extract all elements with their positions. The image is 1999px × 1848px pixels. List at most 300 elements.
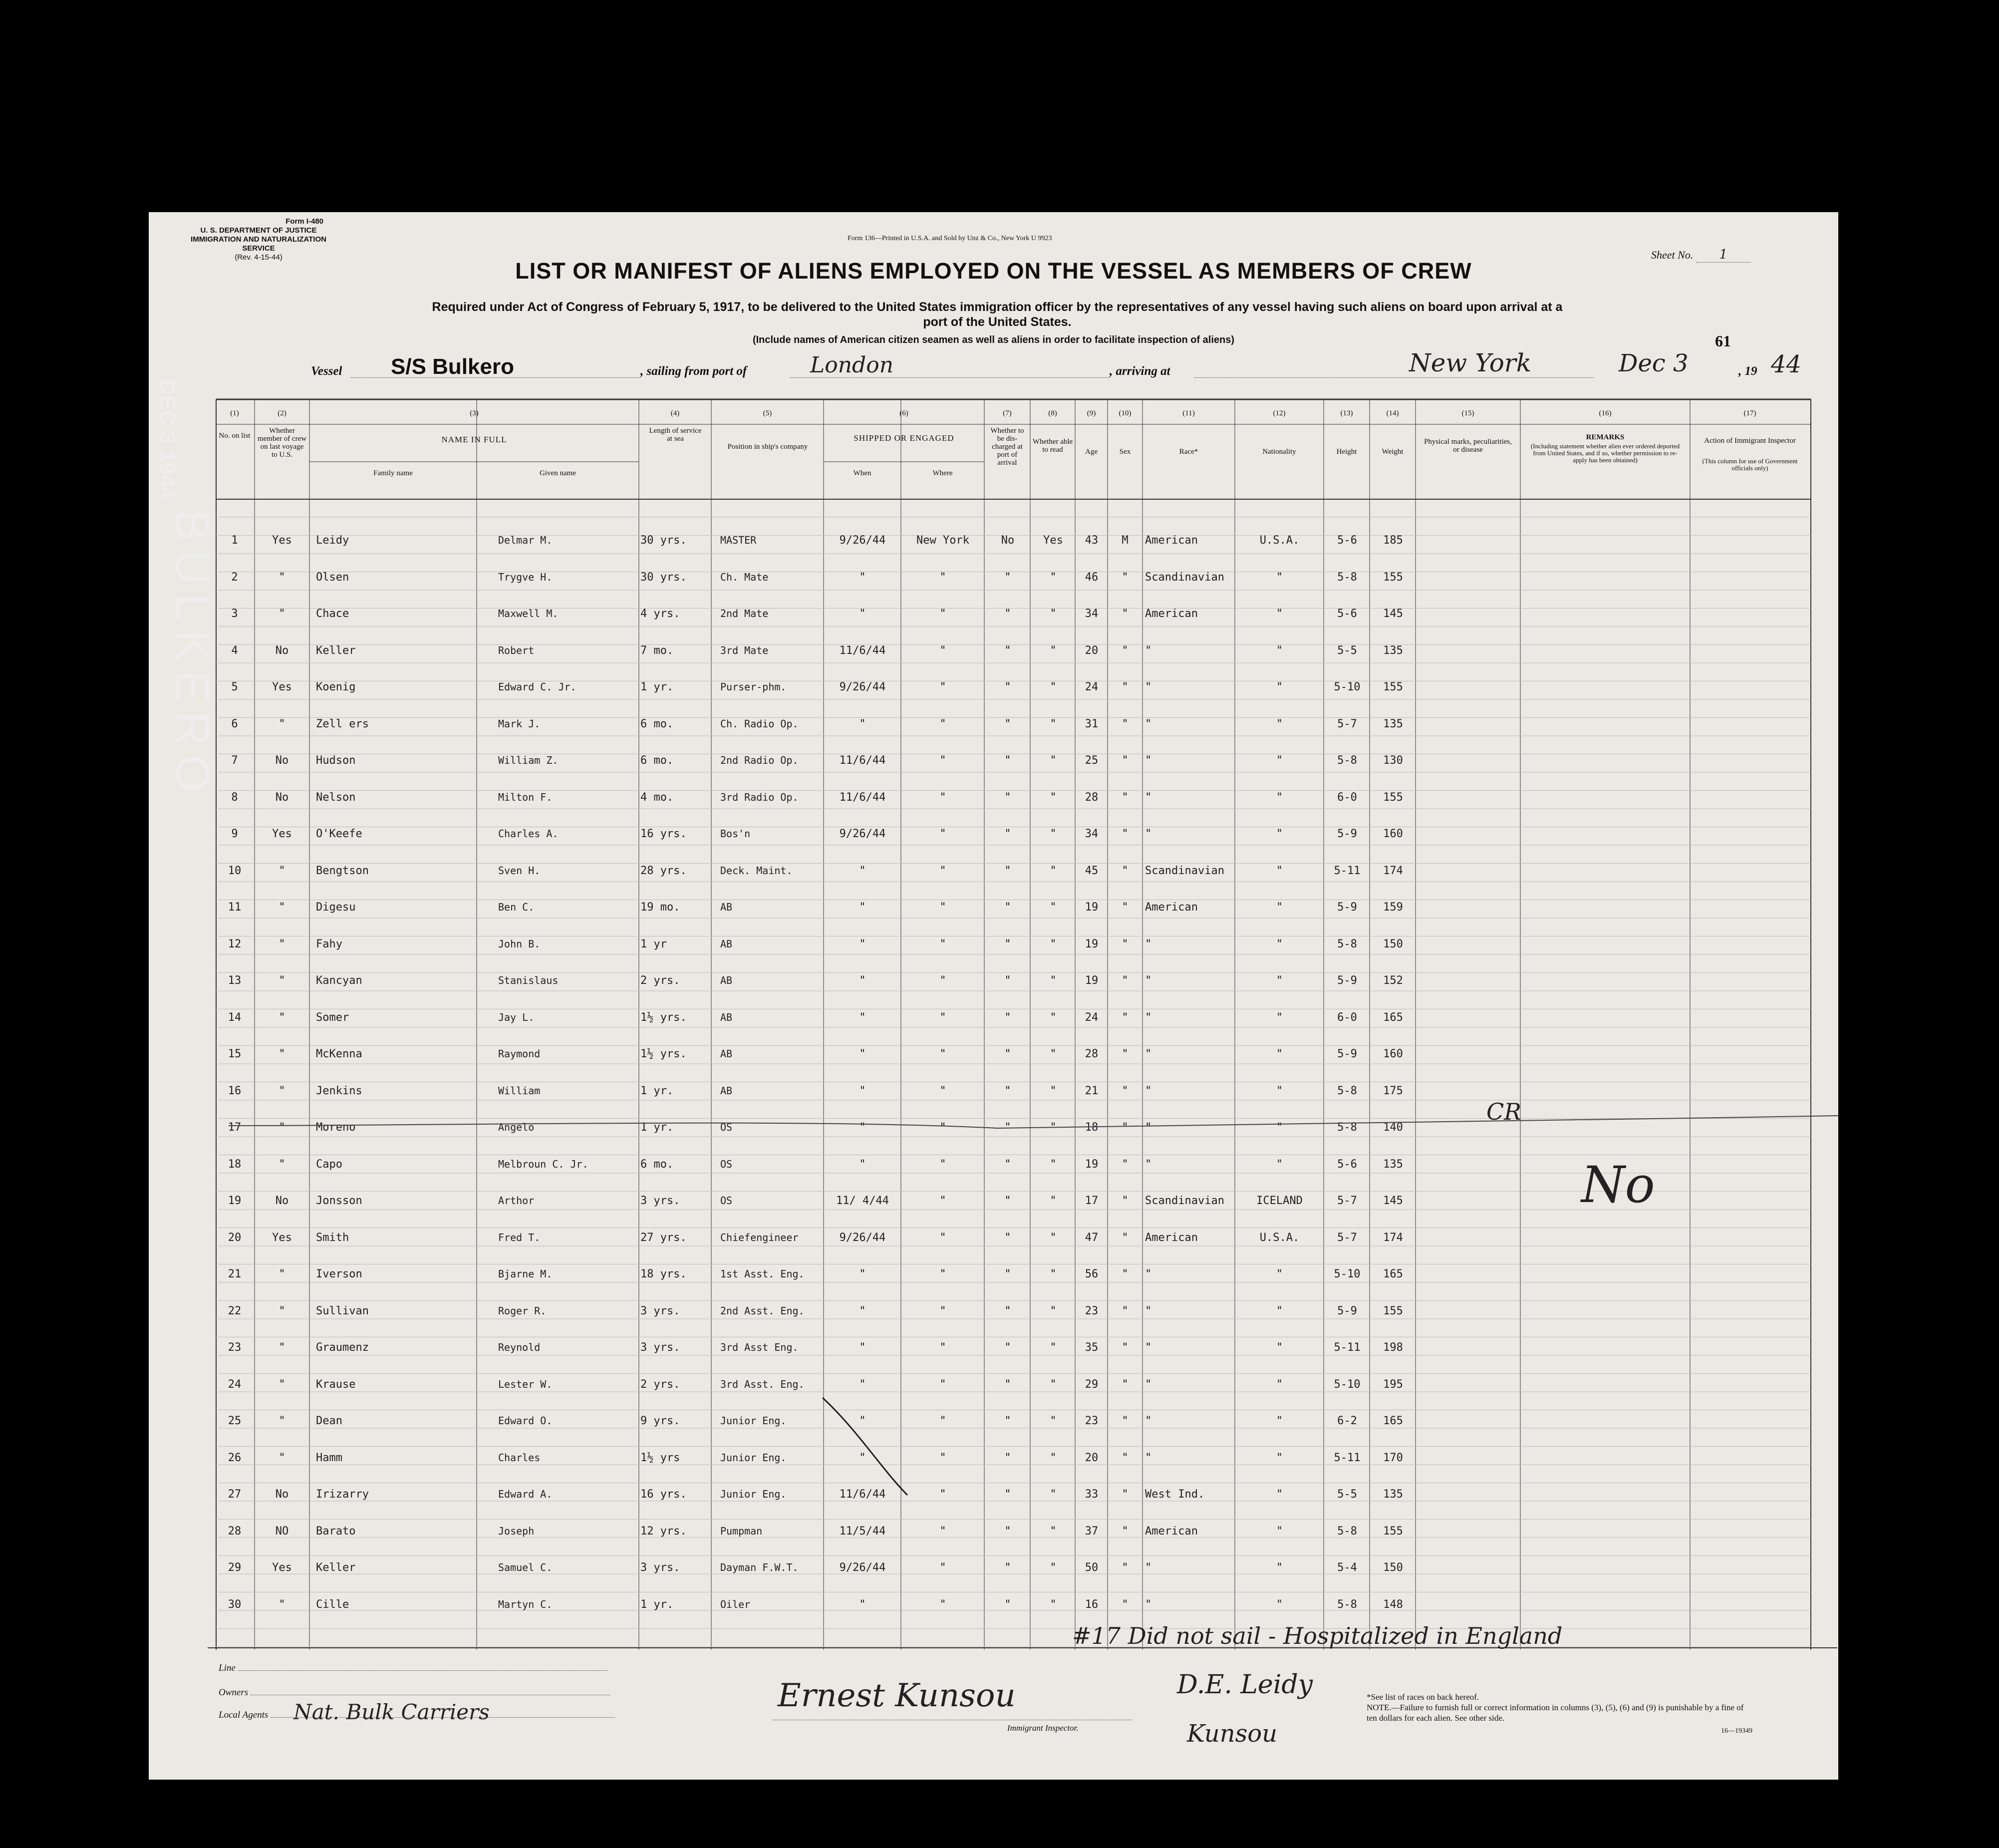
cell-where: " [939, 1268, 946, 1280]
cell-no: 30 [228, 1598, 242, 1611]
cell-disch: " [1004, 681, 1011, 693]
cell-member: " [279, 1415, 286, 1427]
cell-no: 4 [231, 644, 238, 657]
cell-disch: " [1004, 1598, 1011, 1611]
cell-race: American [1145, 1231, 1198, 1244]
line-label: Line [219, 1663, 236, 1673]
cell-sex: " [1122, 1231, 1129, 1244]
cell-height: 5-11 [1334, 1341, 1361, 1354]
cell-service: 30 yrs. [640, 534, 687, 547]
col-num-15: (15) [1461, 409, 1474, 417]
cell-member: No [275, 644, 289, 657]
cell-service: 1 yr. [640, 1598, 674, 1611]
cell-service: 6 mo. [640, 754, 674, 767]
cell-race: " [1145, 1084, 1152, 1097]
col-num-7: (7) [1003, 409, 1012, 417]
cell-where: " [939, 1048, 946, 1060]
cell-sex: " [1122, 571, 1129, 584]
cell-position: AB [720, 1011, 733, 1023]
cell-no: 16 [228, 1084, 242, 1097]
cell-family: Cille [316, 1598, 349, 1611]
cell-weight: 159 [1383, 901, 1403, 914]
cell-nat: " [1276, 1415, 1283, 1427]
header-able-read: Whether able to read [1032, 438, 1073, 454]
cell-nat: " [1276, 1158, 1283, 1171]
cell-height: 5-10 [1334, 681, 1361, 693]
cell-read: " [1050, 1158, 1057, 1171]
cell-sex: " [1122, 1415, 1129, 1427]
cell-read: " [1050, 1415, 1057, 1427]
cell-height: 5-7 [1337, 1231, 1357, 1244]
cell-height: 5-6 [1337, 534, 1357, 547]
vessel-label: Vessel [311, 364, 342, 378]
cell-read: " [1050, 901, 1057, 914]
cell-given: Jay L. [498, 1011, 535, 1023]
cell-when: 9/26/44 [839, 681, 886, 693]
cell-service: 9 yrs. [640, 1415, 680, 1427]
cell-race: " [1145, 1598, 1152, 1611]
cell-race: American [1145, 608, 1198, 620]
cell-race: " [1145, 754, 1152, 767]
cell-position: AB [720, 974, 733, 986]
cell-age: 28 [1085, 1048, 1099, 1060]
cell-age: 19 [1085, 974, 1099, 987]
cell-member: No [275, 791, 289, 804]
cell-read: " [1050, 974, 1057, 987]
cell-read: " [1050, 791, 1057, 804]
cell-where: " [939, 1525, 946, 1538]
cell-nat: " [1276, 974, 1283, 987]
header-given-name: Given name [540, 469, 576, 477]
cell-sex: " [1122, 644, 1129, 657]
cell-height: 5-7 [1337, 1195, 1357, 1207]
cell-disch: " [1004, 1341, 1011, 1354]
cell-weight: 195 [1383, 1378, 1403, 1391]
cell-service: 3 yrs. [640, 1195, 680, 1207]
cell-age: 45 [1085, 864, 1099, 877]
cell-age: 19 [1085, 1158, 1099, 1171]
cell-race: " [1145, 1121, 1152, 1134]
penalty-note: NOTE.—Failure to furnish full or correct information in columns (3), (5), (6) and (9) is punishable by a fine of ten dollars for each alien. See other side. [1367, 1703, 1744, 1723]
cell-when: 9/26/44 [839, 1561, 886, 1574]
cell-given: Melbroun C. Jr. [498, 1158, 588, 1170]
cell-height: 5-5 [1337, 1488, 1357, 1501]
cell-race: " [1145, 1415, 1152, 1427]
cell-no: 12 [228, 937, 242, 950]
cell-sex: " [1122, 1304, 1129, 1317]
cell-no: 11 [228, 901, 242, 914]
cell-when: " [859, 1451, 866, 1464]
cell-position: Junior Eng. [720, 1415, 787, 1427]
revision: (Rev. 4-15-44) [235, 253, 283, 262]
cell-when: " [859, 717, 866, 730]
cell-given: Edward C. Jr. [498, 681, 576, 693]
cell-sex: " [1122, 828, 1129, 840]
cell-when: " [859, 571, 866, 584]
cell-member: Yes [272, 828, 292, 840]
cell-height: 5-8 [1337, 754, 1357, 767]
cell-nat: " [1276, 1378, 1283, 1391]
cell-weight: 175 [1383, 1084, 1403, 1097]
cell-weight: 170 [1383, 1451, 1403, 1464]
cell-nat: " [1276, 1488, 1283, 1501]
cell-family: Hudson [316, 754, 356, 767]
cell-no: 22 [228, 1304, 242, 1317]
cell-given: Stanislaus [498, 974, 559, 986]
cell-disch: " [1004, 828, 1011, 840]
cell-age: 24 [1085, 681, 1099, 693]
cell-where: " [939, 1598, 946, 1611]
cell-nat: " [1276, 791, 1283, 804]
cell-nat: " [1276, 754, 1283, 767]
cell-race: " [1145, 1011, 1152, 1024]
cell-where: " [939, 1378, 946, 1391]
cell-position: 2nd Radio Op. [720, 754, 799, 766]
cell-service: 1½ yrs. [640, 1011, 687, 1024]
cell-no: 6 [231, 717, 238, 730]
cell-position: 3rd Radio Op. [720, 791, 799, 803]
cell-family: Barato [316, 1525, 356, 1538]
cell-given: William Z. [498, 754, 559, 766]
cell-given: Bjarne M. [498, 1268, 553, 1280]
cell-read: " [1050, 571, 1057, 584]
cell-weight: 145 [1383, 608, 1403, 620]
cell-race: " [1145, 1048, 1152, 1060]
header-age: Age [1085, 448, 1098, 456]
cell-nat: " [1276, 717, 1283, 730]
header-when: When [853, 469, 871, 477]
cell-disch: " [1004, 644, 1011, 657]
cell-family: Keller [316, 1561, 356, 1574]
cell-sex: " [1122, 791, 1129, 804]
cell-position: AB [720, 1048, 733, 1060]
cell-read: " [1050, 937, 1057, 950]
cell-weight: 135 [1383, 717, 1403, 730]
cell-sex: M [1122, 534, 1129, 547]
cell-weight: 160 [1383, 1048, 1403, 1060]
cell-service: 3 yrs. [640, 1304, 680, 1317]
header-height: Height [1336, 448, 1357, 456]
header-weight: Weight [1382, 448, 1404, 456]
cell-disch: " [1004, 1488, 1011, 1501]
cell-given: Raymond [498, 1048, 541, 1060]
col-num-12: (12) [1273, 409, 1286, 417]
cell-member: " [279, 1598, 286, 1611]
cell-age: 34 [1085, 828, 1099, 840]
cell-service: 27 yrs. [640, 1231, 687, 1244]
cell-read: " [1050, 1451, 1057, 1464]
cell-nat: ICELAND [1256, 1195, 1303, 1207]
page-number: 61 [1715, 332, 1731, 350]
cell-sex: " [1122, 901, 1129, 914]
agents-signature: Nat. Bulk Carriers [293, 1700, 490, 1724]
cell-no: 9 [231, 828, 238, 840]
cell-race: " [1145, 937, 1152, 950]
agents-label: Local Agents [219, 1710, 269, 1720]
col-num-2: (2) [278, 409, 286, 417]
header-remarks-sub: (Including statement whether alien ever ordered deported from United States, and if so, whether permission to re-apply has been obtained) [1530, 442, 1680, 464]
cell-race: Scandinavian [1145, 864, 1224, 877]
arrival-date: Dec 3 [1619, 349, 1689, 377]
cell-no: 8 [231, 791, 238, 804]
cell-where: " [939, 1231, 946, 1244]
cell-where: New York [916, 534, 969, 547]
cell-weight: 148 [1383, 1598, 1403, 1611]
form-code: 16—19349 [1721, 1727, 1752, 1735]
cell-disch: " [1004, 608, 1011, 620]
cell-read: " [1050, 754, 1057, 767]
cell-height: 5-8 [1337, 1598, 1357, 1611]
cell-race: " [1145, 1451, 1152, 1464]
cell-race: " [1145, 717, 1152, 730]
cell-no: 18 [228, 1158, 242, 1171]
cell-height: 6-2 [1337, 1415, 1357, 1427]
cell-weight: 165 [1383, 1415, 1403, 1427]
cell-race: West Ind. [1145, 1488, 1205, 1501]
cell-no: 26 [228, 1451, 242, 1464]
col-num-11: (11) [1182, 409, 1195, 417]
cell-disch: " [1004, 974, 1011, 987]
cell-when: 9/26/44 [839, 828, 886, 840]
cell-position: Dayman F.W.T. [720, 1561, 799, 1573]
cell-disch: " [1004, 1195, 1011, 1207]
cell-where: " [939, 571, 946, 584]
cell-family: Graumenz [316, 1341, 369, 1354]
cell-sex: " [1122, 1158, 1129, 1171]
cell-age: 23 [1085, 1304, 1099, 1317]
cell-family: Moreno [316, 1121, 356, 1134]
cell-nat: " [1276, 1598, 1283, 1611]
cell-disch: " [1004, 1084, 1011, 1097]
cell-race: " [1145, 791, 1152, 804]
cell-height: 5-9 [1337, 828, 1357, 840]
cell-service: 3 yrs. [640, 1341, 680, 1354]
cell-family: O'Keefe [316, 828, 362, 840]
cell-disch: " [1004, 1268, 1011, 1280]
cell-service: 1 yr. [640, 1121, 674, 1134]
cell-position: Deck. Maint. [720, 864, 793, 877]
cell-position: 3rd Asst Eng. [720, 1341, 799, 1353]
cell-age: 21 [1085, 1084, 1099, 1097]
cell-family: Keller [316, 644, 356, 657]
cell-sex: " [1122, 717, 1129, 730]
cell-position: AB [720, 937, 733, 950]
sheet-label: Sheet No. [1651, 249, 1694, 261]
cell-service: 1 yr. [640, 1084, 674, 1097]
cell-given: Charles A. [498, 828, 559, 840]
cell-disch: " [1004, 864, 1011, 877]
cell-race: Scandinavian [1145, 1195, 1224, 1207]
cell-given: Delmar M. [498, 534, 553, 546]
cell-race: " [1145, 1268, 1152, 1280]
cell-family: Somer [316, 1011, 349, 1024]
cell-member: Yes [272, 1231, 292, 1244]
cell-age: 29 [1085, 1378, 1099, 1391]
cell-given: Robert [498, 644, 535, 656]
cell-height: 5-8 [1337, 937, 1357, 950]
header-physical: Physical marks, peculiarities, or disease [1424, 438, 1512, 454]
cell-no: 7 [231, 754, 238, 767]
cell-no: 20 [228, 1231, 242, 1244]
cell-sex: " [1122, 1525, 1129, 1538]
cell-when: " [859, 1378, 866, 1391]
cell-position: Bos'n [720, 828, 751, 840]
cell-read: " [1050, 1011, 1057, 1024]
cell-family: Zell ers [316, 717, 369, 730]
cell-disch: " [1004, 1158, 1011, 1171]
header-whether-member: Whether member of crew on last voyage to U.S. [257, 427, 307, 459]
cell-read: " [1050, 1084, 1057, 1097]
cell-sex: " [1122, 1598, 1129, 1611]
cell-height: 5-7 [1337, 717, 1357, 730]
cell-no: 1 [231, 534, 238, 547]
cell-nat: " [1276, 901, 1283, 914]
cell-when: " [859, 1341, 866, 1354]
cell-position: Ch. Mate [720, 571, 769, 583]
cell-member: Yes [272, 681, 292, 693]
margin-date-stamp: DEC 3 1944 [155, 379, 180, 499]
strike-line-row-17 [149, 212, 1838, 1780]
cell-family: Irizarry [316, 1488, 369, 1501]
cell-when: 11/6/44 [839, 791, 886, 804]
cell-member: " [279, 1084, 286, 1097]
cell-given: Samuel C. [498, 1561, 553, 1573]
cell-family: Jonsson [316, 1195, 362, 1207]
cell-height: 6-0 [1337, 791, 1357, 804]
cell-disch: " [1004, 1415, 1011, 1427]
cell-where: " [939, 1415, 946, 1427]
cell-member: " [279, 1378, 286, 1391]
cell-race: American [1145, 1525, 1198, 1538]
cell-no: 3 [231, 608, 238, 620]
cell-disch: " [1004, 571, 1011, 584]
cell-when: " [859, 1048, 866, 1060]
cell-sex: " [1122, 1378, 1129, 1391]
cell-where: " [939, 1341, 946, 1354]
cell-when: 11/5/44 [839, 1525, 886, 1538]
cell-sex: " [1122, 1488, 1129, 1501]
col-num-14: (14) [1386, 409, 1399, 417]
col-num-17: (17) [1743, 409, 1756, 417]
cell-service: 16 yrs. [640, 1488, 687, 1501]
cell-nat: " [1276, 1525, 1283, 1538]
cell-nat: U.S.A. [1259, 534, 1300, 547]
cell-sex: " [1122, 1195, 1129, 1207]
cell-given: Angelo [498, 1121, 535, 1133]
cell-sex: " [1122, 608, 1129, 620]
cell-family: Digesu [316, 901, 356, 914]
cell-nat: " [1276, 1011, 1283, 1024]
cell-disch: " [1004, 1048, 1011, 1060]
cell-sex: " [1122, 1048, 1129, 1060]
cell-service: 30 yrs. [640, 571, 687, 584]
cell-when: " [859, 901, 866, 914]
cell-service: 12 yrs. [640, 1525, 687, 1538]
cell-age: 20 [1085, 1451, 1099, 1464]
cell-age: 18 [1085, 1121, 1099, 1134]
cell-weight: 150 [1383, 1561, 1403, 1574]
printer-note: Form 136—Printed in U.S.A. and Sold by Unz & Co., New York U 9923 [848, 235, 1052, 242]
cell-weight: 174 [1383, 864, 1403, 877]
cell-nat: " [1276, 571, 1283, 584]
cell-read: " [1050, 1048, 1057, 1060]
cell-service: 19 mo. [640, 901, 680, 914]
cell-position: 3rd Mate [720, 644, 769, 656]
cell-service: 18 yrs. [640, 1268, 687, 1280]
cell-where: " [939, 681, 946, 693]
cell-no: 28 [228, 1525, 242, 1538]
cell-given: Roger R. [498, 1304, 547, 1317]
sailing-port: London [810, 352, 894, 378]
cell-read: " [1050, 1525, 1057, 1538]
cell-race: " [1145, 681, 1152, 693]
cell-sex: " [1122, 754, 1129, 767]
cell-sex: " [1122, 1011, 1129, 1024]
cell-where: " [939, 644, 946, 657]
col-num-3: (3) [470, 409, 479, 417]
cell-member: Yes [272, 534, 292, 547]
cell-where: " [939, 608, 946, 620]
cell-service: 2 yrs. [640, 974, 680, 987]
cell-member: " [279, 864, 286, 877]
cell-member: " [279, 1121, 286, 1134]
cell-weight: 152 [1383, 974, 1403, 987]
cell-disch: " [1004, 1304, 1011, 1317]
col-num-1: (1) [230, 409, 239, 417]
cell-no: 10 [228, 864, 242, 877]
cell-disch: " [1004, 791, 1011, 804]
cell-where: " [939, 717, 946, 730]
cell-weight: 155 [1383, 1525, 1403, 1538]
row-17-annotation: CR [1486, 1098, 1521, 1125]
cell-service: 1 yr. [640, 681, 674, 693]
cell-given: Edward A. [498, 1488, 553, 1500]
cell-age: 43 [1085, 534, 1099, 547]
cell-when: " [859, 1084, 866, 1097]
cell-family: Nelson [316, 791, 356, 804]
cell-family: Fahy [316, 937, 342, 950]
header-length-service: Length of service at sea [649, 427, 702, 443]
cell-sex: " [1122, 937, 1129, 950]
cell-height: 5-8 [1337, 1121, 1357, 1134]
header-shipped-engaged: SHIPPED OR ENGAGED [854, 433, 954, 443]
arriving-label: , arriving at [1110, 364, 1170, 378]
cell-when: " [859, 1121, 866, 1134]
cell-weight: 135 [1383, 1488, 1403, 1501]
cell-family: Capo [316, 1158, 342, 1171]
cell-height: 5-6 [1337, 1158, 1357, 1171]
cell-service: 16 yrs. [640, 828, 687, 840]
cell-family: Kancyan [316, 974, 362, 987]
cell-height: 5-11 [1334, 864, 1361, 877]
cell-position: Oiler [720, 1598, 751, 1610]
cell-weight: 174 [1383, 1231, 1403, 1244]
cell-read: " [1050, 644, 1057, 657]
cell-race: American [1145, 534, 1198, 547]
cell-height: 5-8 [1337, 1525, 1357, 1538]
header-no-on-list: No. on list [219, 432, 251, 440]
form-number: Form I-480 [286, 217, 323, 226]
required-line-2: port of the United States. [923, 315, 1072, 329]
cell-height: 5-9 [1337, 974, 1357, 987]
cell-position: 2nd Asst. Eng. [720, 1304, 805, 1317]
cell-where: " [939, 828, 946, 840]
cell-family: Hamm [316, 1451, 342, 1464]
sheet-number: 1 [1696, 247, 1751, 263]
cell-when: 11/6/44 [839, 1488, 886, 1501]
owners-label: Owners [219, 1687, 249, 1698]
cell-given: Maxwell M. [498, 608, 559, 619]
